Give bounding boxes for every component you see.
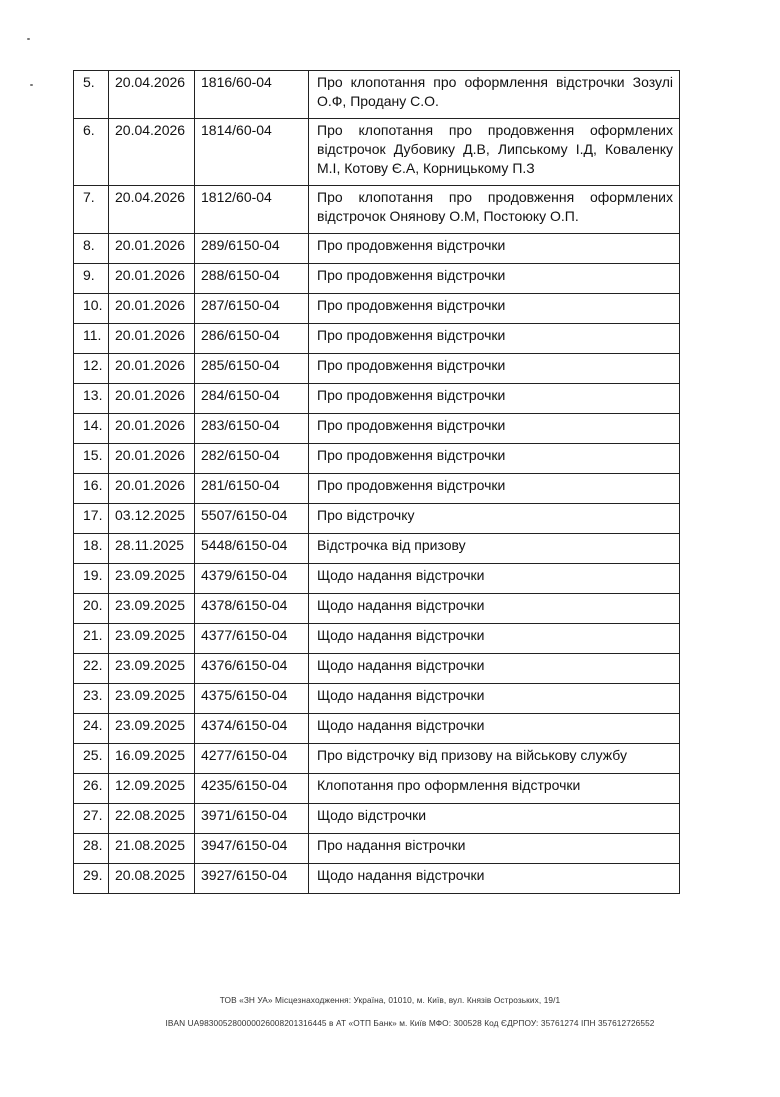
row-number-cell: 23.: [74, 684, 109, 714]
row-number-cell: 27.: [74, 804, 109, 834]
doc-code-cell: 5448/6150-04: [195, 534, 309, 564]
date-cell: 23.09.2025: [109, 624, 195, 654]
subject-cell: Про продовження відстрочки: [309, 414, 680, 444]
row-number-cell: 20.: [74, 594, 109, 624]
subject-cell: Про відстрочку: [309, 504, 680, 534]
doc-code-cell: 4375/6150-04: [195, 684, 309, 714]
doc-code-cell: 4378/6150-04: [195, 594, 309, 624]
doc-code-cell: 1812/60-04: [195, 186, 309, 234]
date-cell: 03.12.2025: [109, 504, 195, 534]
doc-code-cell: 4277/6150-04: [195, 744, 309, 774]
subject-cell: Про відстрочку від призову на військову службу: [309, 744, 680, 774]
table-row: [74, 474, 680, 504]
date-cell: 20.04.2026: [109, 71, 195, 119]
table-row: [74, 564, 680, 594]
doc-code-cell: 5507/6150-04: [195, 504, 309, 534]
date-cell: 23.09.2025: [109, 564, 195, 594]
date-cell: 23.09.2025: [109, 594, 195, 624]
table-row: [74, 714, 680, 744]
subject-cell: Про продовження відстрочки: [309, 474, 680, 504]
row-number-cell: 29.: [74, 864, 109, 894]
row-number-cell: 24.: [74, 714, 109, 744]
subject-cell: Про продовження відстрочки: [309, 444, 680, 474]
table-row: [74, 774, 680, 804]
table-row: [74, 384, 680, 414]
date-cell: 28.11.2025: [109, 534, 195, 564]
row-number-cell: 17.: [74, 504, 109, 534]
doc-code-cell: 4379/6150-04: [195, 564, 309, 594]
subject-cell: Щодо надання відстрочки: [309, 684, 680, 714]
subject-cell: Щодо надання відстрочки: [309, 594, 680, 624]
subject-cell: Про продовження відстрочки: [309, 234, 680, 264]
date-cell: 20.01.2026: [109, 474, 195, 504]
subject-cell: Про надання вістрочки: [309, 834, 680, 864]
row-number-cell: 9.: [74, 264, 109, 294]
table-row: [74, 864, 680, 894]
doc-code-cell: 284/6150-04: [195, 384, 309, 414]
subject-cell: Щодо надання відстрочки: [309, 864, 680, 894]
table-row: [74, 444, 680, 474]
row-number-cell: 21.: [74, 624, 109, 654]
doc-code-cell: 4377/6150-04: [195, 624, 309, 654]
doc-code-cell: 287/6150-04: [195, 294, 309, 324]
doc-code-cell: 4376/6150-04: [195, 654, 309, 684]
subject-cell: Щодо надання відстрочки: [309, 654, 680, 684]
row-number-cell: 12.: [74, 354, 109, 384]
row-number-cell: 19.: [74, 564, 109, 594]
date-cell: 20.01.2026: [109, 324, 195, 354]
row-number-cell: 13.: [74, 384, 109, 414]
table-row: [74, 294, 680, 324]
row-number-cell: 25.: [74, 744, 109, 774]
subject-cell: Про клопотання про продовження оформлених відстрочок Онянову О.М, Постоюку О.П.: [309, 186, 680, 234]
table-row: [74, 354, 680, 384]
date-cell: 12.09.2025: [109, 774, 195, 804]
row-number-cell: 5.: [74, 71, 109, 119]
table-row: [74, 594, 680, 624]
subject-cell: Щодо надання відстрочки: [309, 624, 680, 654]
row-number-cell: 22.: [74, 654, 109, 684]
date-cell: 22.08.2025: [109, 804, 195, 834]
date-cell: 21.08.2025: [109, 834, 195, 864]
row-number-cell: 6.: [74, 119, 109, 186]
date-cell: 20.01.2026: [109, 384, 195, 414]
table-row: [74, 186, 680, 234]
doc-code-cell: 1814/60-04: [195, 119, 309, 186]
doc-code-cell: 3971/6150-04: [195, 804, 309, 834]
date-cell: 20.01.2026: [109, 444, 195, 474]
table-row: [74, 71, 680, 119]
doc-code-cell: 283/6150-04: [195, 414, 309, 444]
row-number-cell: 8.: [74, 234, 109, 264]
doc-code-cell: 289/6150-04: [195, 234, 309, 264]
subject-cell: Щодо надання відстрочки: [309, 564, 680, 594]
date-cell: 20.01.2026: [109, 234, 195, 264]
doc-code-cell: 282/6150-04: [195, 444, 309, 474]
table-row: [74, 414, 680, 444]
table-row: [74, 504, 680, 534]
doc-code-cell: 4374/6150-04: [195, 714, 309, 744]
date-cell: 20.08.2025: [109, 864, 195, 894]
table-row: [74, 264, 680, 294]
table-row: [74, 834, 680, 864]
doc-code-cell: 288/6150-04: [195, 264, 309, 294]
subject-cell: Про клопотання про продовження оформлених відстрочок Дубовику Д.В, Липському І.Д, Коваленку М.І, Котову Є.А, Корницькому П.З: [309, 119, 680, 186]
table-row: [74, 684, 680, 714]
date-cell: 20.04.2026: [109, 186, 195, 234]
table-row: [74, 534, 680, 564]
row-number-cell: 16.: [74, 474, 109, 504]
date-cell: 20.01.2026: [109, 414, 195, 444]
subject-cell: Про продовження відстрочки: [309, 264, 680, 294]
date-cell: 20.01.2026: [109, 354, 195, 384]
date-cell: 20.04.2026: [109, 119, 195, 186]
table-row: [74, 324, 680, 354]
date-cell: 23.09.2025: [109, 684, 195, 714]
date-cell: 20.01.2026: [109, 264, 195, 294]
subject-cell: Відстрочка від призову: [309, 534, 680, 564]
doc-code-cell: 281/6150-04: [195, 474, 309, 504]
row-number-cell: 28.: [74, 834, 109, 864]
doc-code-cell: 286/6150-04: [195, 324, 309, 354]
table-row: [74, 744, 680, 774]
footer-bank-details: IBAN UA983005280000026008201316445 в АТ «ОТП Банк» м. Київ МФО: 300528 Код ЄДРПОУ: 35761274 ІПН 357612726552: [165, 1018, 655, 1028]
row-number-cell: 14.: [74, 414, 109, 444]
subject-cell: Щодо надання відстрочки: [309, 714, 680, 744]
doc-code-cell: 3947/6150-04: [195, 834, 309, 864]
subject-cell: Про клопотання про оформлення відстрочки Зозулі О.Ф, Продану С.О.: [309, 71, 680, 119]
subject-cell: Про продовження відстрочки: [309, 294, 680, 324]
doc-code-cell: 285/6150-04: [195, 354, 309, 384]
subject-cell: Про продовження відстрочки: [309, 354, 680, 384]
table-row: [74, 119, 680, 186]
subject-cell: Клопотання про оформлення відстрочки: [309, 774, 680, 804]
row-number-cell: 10.: [74, 294, 109, 324]
date-cell: 23.09.2025: [109, 654, 195, 684]
row-number-cell: 18.: [74, 534, 109, 564]
doc-code-cell: 3927/6150-04: [195, 864, 309, 894]
scan-speck: [27, 38, 30, 40]
table-row: [74, 804, 680, 834]
row-number-cell: 7.: [74, 186, 109, 234]
table-row: [74, 624, 680, 654]
row-number-cell: 26.: [74, 774, 109, 804]
date-cell: 23.09.2025: [109, 714, 195, 744]
date-cell: 20.01.2026: [109, 294, 195, 324]
register-table-body: [74, 71, 680, 894]
register-table: [73, 70, 680, 894]
row-number-cell: 11.: [74, 324, 109, 354]
scan-speck: [30, 84, 33, 86]
doc-code-cell: 4235/6150-04: [195, 774, 309, 804]
subject-cell: Про продовження відстрочки: [309, 324, 680, 354]
subject-cell: Щодо відстрочки: [309, 804, 680, 834]
doc-code-cell: 1816/60-04: [195, 71, 309, 119]
table-row: [74, 654, 680, 684]
date-cell: 16.09.2025: [109, 744, 195, 774]
table-row: [74, 234, 680, 264]
row-number-cell: 15.: [74, 444, 109, 474]
footer-company-address: ТОВ «ЗН УА» Місцезнаходження: Україна, 01010, м. Київ, вул. Князів Острозьких, 19/1: [219, 995, 561, 1005]
subject-cell: Про продовження відстрочки: [309, 384, 680, 414]
